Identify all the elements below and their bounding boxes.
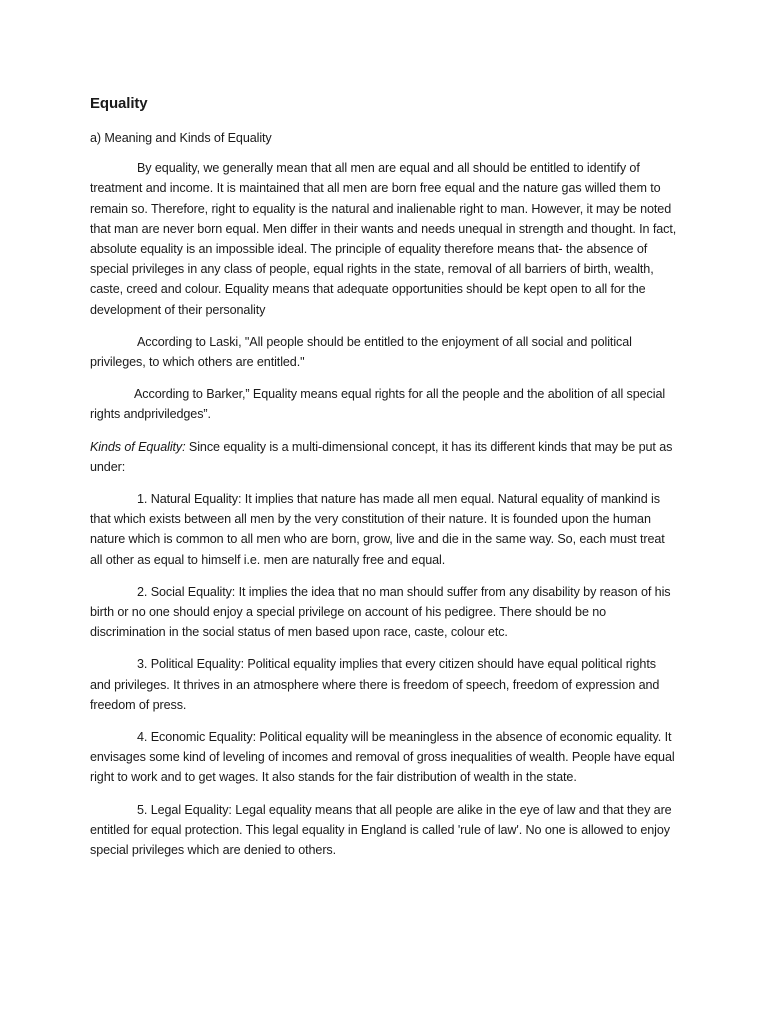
kinds-intro-paragraph xyxy=(90,437,680,477)
kinds-intro-text: Since equality is a multi-dimensional concept, it has its different kinds that may be put as under: xyxy=(90,439,673,474)
barker-quote-paragraph: According to Barker,” Equality means equal rights for all the people and the abolition of all special rights andpriviledges”. xyxy=(90,387,666,422)
kinds-label: Kinds of Equality: xyxy=(90,439,186,454)
kind-political-paragraph: 3. Political Equality: Political equality implies that every citizen should have equal political rights and privileges. It thrives in an atmosphere where there is freedom of speech, freedom of expression and freedom of press. xyxy=(90,657,660,712)
section-heading: a) Meaning and Kinds of Equality xyxy=(90,131,272,145)
kind-natural-paragraph: 1. Natural Equality: It implies that nature has made all men equal. Natural equality of mankind is that which exists between all men by the very constitution of their nature. It is founded upon the human nature which is common to all men who are born, grow, live and die in the same way. So, each must treat all other as equal to himself i.e. men are naturally free and equal. xyxy=(90,492,665,567)
intro-paragraph: By equality, we generally mean that all men are equal and all should be entitled to identify of treatment and income. It is maintained that all men are born free equal and the nature gas willed them to remain so. Therefore, right to equality is the natural and inalienable right to man. However, it may be noted that man are never born equal. Men differ in their wants and needs unequal in strength and thought. In fact, absolute equality is an impossible ideal. The principle of equality therefore means that- the absence of special privileges in any class of people, equal rights in the state, removal of all barriers of birth, wealth, caste, creed and colour. Equality means that adequate opportunities should be kept open to all for the development of their personality xyxy=(90,161,677,317)
kind-social-paragraph: 2. Social Equality: It implies the idea that no man should suffer from any disability by reason of his birth or no one should enjoy a special privilege on account of his pedigree. There should be no discrimination in the social status of men based upon race, caste, colour etc. xyxy=(90,584,671,640)
document-page xyxy=(90,92,680,872)
kind-economic-paragraph: 4. Economic Equality: Political equality will be meaningless in the absence of economic equality. It envisages some kind of leveling of incomes and removal of gross inequalities of wealth. People have equal right to work and to get wages. It also stands for the fair distribution of wealth in the state. xyxy=(90,730,675,785)
laski-quote-paragraph: According to Laski, "All people should be entitled to the enjoyment of all social and political privileges, to which others are entitled." xyxy=(90,334,632,370)
page-title: Equality xyxy=(90,95,148,112)
kind-legal-paragraph: 5. Legal Equality: Legal equality means that all people are alike in the eye of law and that they are entitled for equal protection. This legal equality in England is called 'rule of law'. No one is allowed to enjoy special privileges which are denied to others. xyxy=(90,802,672,858)
